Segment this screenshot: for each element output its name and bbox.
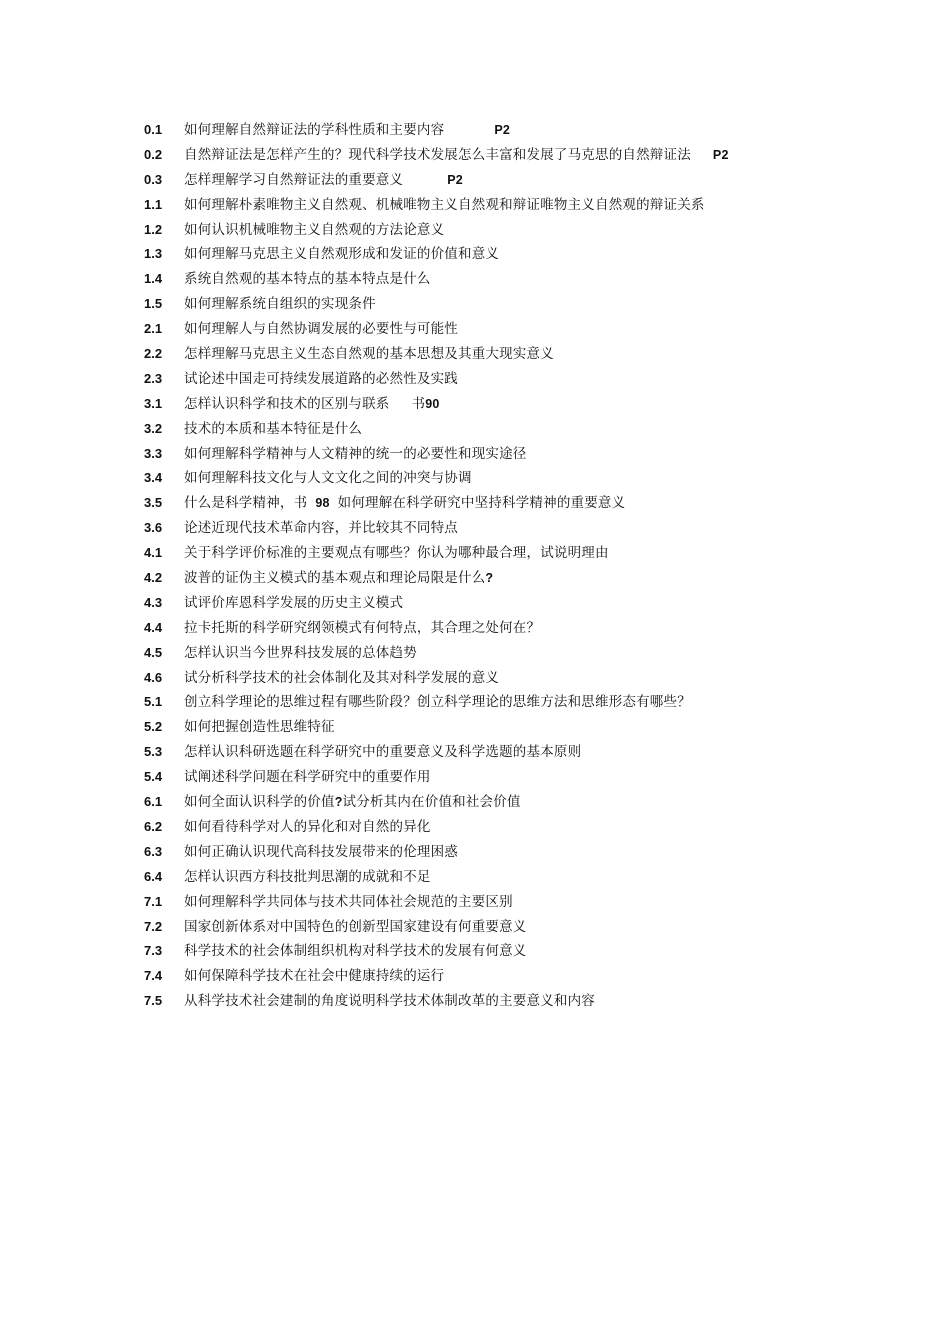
item-text: 怎样认识西方科技批判思潮的成就和不足 <box>184 868 431 885</box>
list-item <box>144 317 824 342</box>
item-text-main: 如何理解自然辩证法的学科性质和主要内容 <box>184 122 445 138</box>
item-text-main: 如何全面认识科学的价值 <box>184 794 335 811</box>
list-item <box>144 516 824 541</box>
item-text-main: 什么是科学精神，书 <box>184 495 308 512</box>
item-text <box>184 790 521 815</box>
item-number: 2.3 <box>144 370 163 386</box>
item-number: 6.2 <box>144 818 163 834</box>
list-item <box>144 964 824 989</box>
item-text: 如何理解科学共同体与技术共同体社会规范的主要区别 <box>184 893 513 910</box>
item-number: 2.1 <box>144 321 163 337</box>
item-number: 6.1 <box>144 794 163 810</box>
item-number: 7.1 <box>144 893 163 909</box>
list-item <box>144 242 824 267</box>
page-ref: P2 <box>494 123 511 137</box>
list-item <box>144 715 824 740</box>
item-text: 如何正确认识现代高科技发展带来的伦理困惑 <box>184 843 458 860</box>
list-item <box>144 790 824 815</box>
list-item <box>144 939 824 964</box>
item-text: 科学技术的社会体制组织机构对科学技术的发展有何意义 <box>184 943 527 960</box>
list-item <box>144 840 824 865</box>
item-text <box>184 118 510 143</box>
list-item <box>144 740 824 765</box>
list-item <box>144 118 824 143</box>
item-text-continued: 如何理解在科学研究中坚持科学精神的重要意义 <box>337 495 626 512</box>
page-ref: P2 <box>447 172 463 187</box>
item-number: 1.5 <box>144 296 163 312</box>
question-list <box>144 118 824 1014</box>
item-text: 怎样认识当今世界科技发展的总体趋势 <box>184 644 417 661</box>
book-label: 书 <box>411 395 426 412</box>
item-text <box>184 143 729 168</box>
list-item <box>144 915 824 940</box>
item-number: 7.2 <box>144 918 163 934</box>
item-number: 1.1 <box>144 196 163 212</box>
item-number: 3.2 <box>144 420 163 436</box>
item-number: 4.5 <box>144 644 163 660</box>
list-item <box>144 392 824 417</box>
item-number: 5.4 <box>144 769 163 785</box>
item-text <box>184 392 440 417</box>
item-text: 试阐述科学问题在科学研究中的重要作用 <box>184 769 431 786</box>
list-item <box>144 666 824 691</box>
page-ref: P2 <box>712 147 729 162</box>
item-number: 7.5 <box>144 993 163 1009</box>
item-text: 论述近现代技术革命内容，并比较其不同特点 <box>184 520 458 537</box>
item-text: 如何理解系统自组织的实现条件 <box>184 296 376 313</box>
list-item <box>144 865 824 890</box>
item-text: 如何把握创造性思维特征 <box>184 719 335 736</box>
list-item <box>144 616 824 641</box>
list-item <box>144 641 824 666</box>
item-number: 3.3 <box>144 445 163 461</box>
list-item <box>144 218 824 243</box>
item-number: 4.1 <box>144 545 163 561</box>
item-number: 1.3 <box>144 246 163 262</box>
page-ref: 98 <box>315 496 330 511</box>
list-item <box>144 491 824 516</box>
item-text: 试评价库恩科学发展的历史主义模式 <box>184 594 404 611</box>
item-text: 如何理解人与自然协调发展的必要性与可能性 <box>184 321 458 338</box>
list-item <box>144 466 824 491</box>
item-number: 1.4 <box>144 271 163 287</box>
item-text-main: 波普的证伪主义模式的基本观点和理论局限是什么 <box>184 570 486 587</box>
list-item <box>144 292 824 317</box>
item-number: 0.2 <box>144 146 163 162</box>
list-item <box>144 267 824 292</box>
list-item <box>144 815 824 840</box>
item-text: 技术的本质和基本特征是什么 <box>184 420 363 437</box>
item-number: 7.4 <box>144 968 163 984</box>
question-mark: ? <box>334 795 343 810</box>
item-text: 国家创新体系对中国特色的创新型国家建设有何重要意义 <box>184 918 527 935</box>
list-item <box>144 143 824 168</box>
item-text: 如何理解科学精神与人文精神的统一的必要性和现实途径 <box>184 445 527 462</box>
item-text-main: 自然辩证法是怎样产生的？现代科学技术发展怎么丰富和发展了马克思的自然辩证法 <box>184 146 691 163</box>
list-item <box>144 342 824 367</box>
item-text: 如何理解科技文化与人文文化之间的冲突与协调 <box>184 470 472 487</box>
page-ref: 90 <box>425 396 440 411</box>
item-number: 3.6 <box>144 520 163 536</box>
item-number: 4.3 <box>144 594 163 610</box>
item-number: 4.4 <box>144 619 163 635</box>
item-text: 如何理解朴素唯物主义自然观、机械唯物主义自然观和辩证唯物主义自然观的辩证关系 <box>184 196 705 213</box>
item-text-continued: 试分析其内在价值和社会价值 <box>342 794 521 811</box>
item-text: 拉卡托斯的科学研究纲领模式有何特点，其合理之处何在？ <box>184 619 541 636</box>
item-text: 如何保障科学技术在社会中健康持续的运行 <box>184 968 445 985</box>
item-number: 5.2 <box>144 719 163 735</box>
item-text: 试分析科学技术的社会体制化及其对科学发展的意义 <box>184 669 500 686</box>
item-number: 5.3 <box>144 744 163 760</box>
list-item <box>144 566 824 591</box>
list-item <box>144 591 824 616</box>
item-text: 如何看待科学对人的异化和对自然的异化 <box>184 818 431 835</box>
item-text-main: 怎样认识科学和技术的区别与联系 <box>184 395 390 412</box>
list-item <box>144 417 824 442</box>
item-number: 1.2 <box>144 221 163 237</box>
item-number: 4.6 <box>144 669 163 685</box>
item-text: 如何理解马克思主义自然观形成和发证的价值和意义 <box>184 246 500 263</box>
item-number: 6.4 <box>144 868 163 884</box>
item-text: 从科学技术社会建制的角度说明科学技术体制改革的主要意义和内容 <box>184 993 595 1010</box>
list-item <box>144 541 824 566</box>
list-item <box>144 765 824 790</box>
item-text: 如何认识机械唯物主义自然观的方法论意义 <box>184 221 445 238</box>
item-number: 5.1 <box>144 694 163 710</box>
list-item <box>144 690 824 715</box>
item-text: 试论述中国走可持续发展道路的必然性及实践 <box>184 370 458 387</box>
item-number: 0.1 <box>144 122 163 137</box>
item-text <box>184 491 625 516</box>
question-mark: ? <box>485 571 494 586</box>
item-text: 关于科学评价标准的主要观点有哪些？你认为哪种最合理，试说明理由 <box>184 545 609 562</box>
list-item <box>144 168 824 193</box>
item-number: 3.5 <box>144 495 163 511</box>
item-text-main: 怎样理解学习自然辩证法的重要意义 <box>184 171 404 188</box>
list-item <box>144 442 824 467</box>
item-text: 创立科学理论的思维过程有哪些阶段？创立科学理论的思维方法和思维形态有哪些？ <box>184 694 691 711</box>
item-number: 3.4 <box>144 470 163 486</box>
item-text: 系统自然观的基本特点的基本特点是什么 <box>184 271 431 288</box>
item-number: 2.2 <box>144 346 163 362</box>
item-number: 4.2 <box>144 570 163 586</box>
list-item <box>144 989 824 1014</box>
item-text: 怎样认识科研选题在科学研究中的重要意义及科学选题的基本原则 <box>184 744 582 761</box>
item-number: 3.1 <box>144 395 163 411</box>
list-item <box>144 890 824 915</box>
item-text <box>184 168 463 193</box>
list-item <box>144 193 824 218</box>
item-text: 怎样理解马克思主义生态自然观的基本思想及其重大现实意义 <box>184 346 554 363</box>
item-number: 7.3 <box>144 943 163 959</box>
item-number: 0.3 <box>144 171 163 187</box>
list-item <box>144 367 824 392</box>
item-text <box>184 566 493 591</box>
item-number: 6.3 <box>144 843 163 859</box>
